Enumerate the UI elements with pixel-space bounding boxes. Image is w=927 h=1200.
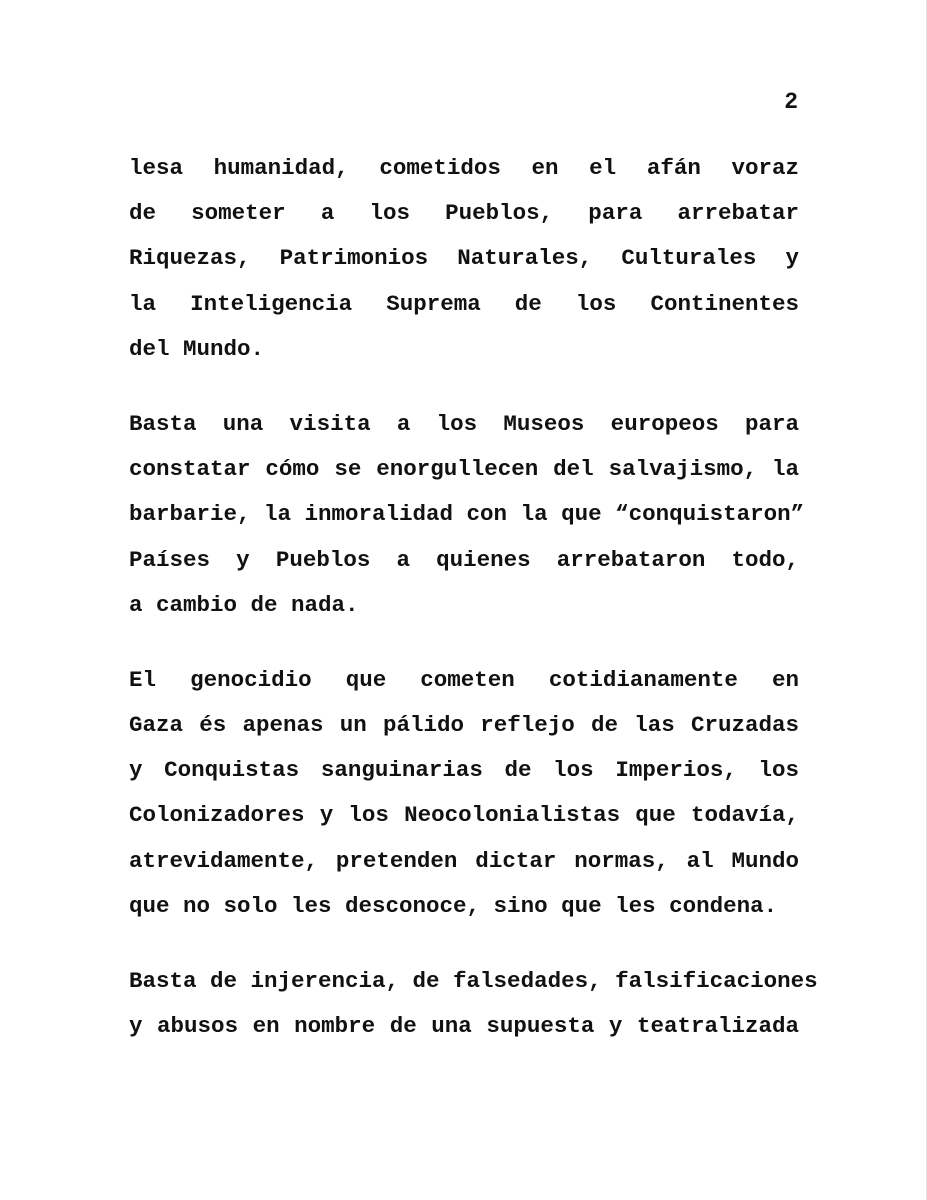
text-line: Basta de injerencia, de falsedades, falsificaciones	[129, 968, 818, 994]
text-line: la Inteligencia Suprema de los Continentes	[129, 290, 799, 317]
text-line: Riquezas, Patrimonios Naturales, Culturales y	[129, 245, 799, 272]
text-line: a cambio de nada.	[129, 591, 359, 618]
text-line: Países y Pueblos a quienes arrebataron todo,	[129, 546, 799, 573]
text-line: atrevidamente, pretenden dictar normas, al Mundo	[129, 847, 799, 874]
text-line: y abusos en nombre de una supuesta y teatralizada	[129, 1013, 799, 1040]
paragraph-2	[129, 402, 805, 628]
text-line: barbarie, la inmoralidad con la que “conquistaron”	[129, 501, 805, 528]
text-line: y Conquistas sanguinarias de los Imperios, los	[129, 757, 799, 784]
text-line: El genocidio que cometen cotidianamente en	[129, 666, 799, 693]
text-line: Colonizadores y los Neocolonialistas que todavía,	[129, 802, 799, 829]
page-number: 2	[784, 89, 798, 115]
text-line: Gaza és apenas un pálido reflejo de las Cruzadas	[129, 712, 799, 739]
text-line: Basta una visita a los Museos europeos para	[129, 410, 799, 437]
text-line: del Mundo.	[129, 335, 265, 362]
paragraph-4	[129, 959, 818, 1049]
text-line: que no solo les desconoce, sino que les condena.	[129, 892, 778, 919]
paragraph-3	[129, 658, 799, 929]
paragraph-1	[129, 146, 799, 372]
text-line: de someter a los Pueblos, para arrebatar	[129, 200, 799, 227]
body-text	[129, 146, 818, 1079]
text-line: lesa humanidad, cometidos en el afán voraz	[129, 155, 799, 181]
text-line: constatar cómo se enorgullecen del salvajismo, la	[129, 456, 799, 483]
